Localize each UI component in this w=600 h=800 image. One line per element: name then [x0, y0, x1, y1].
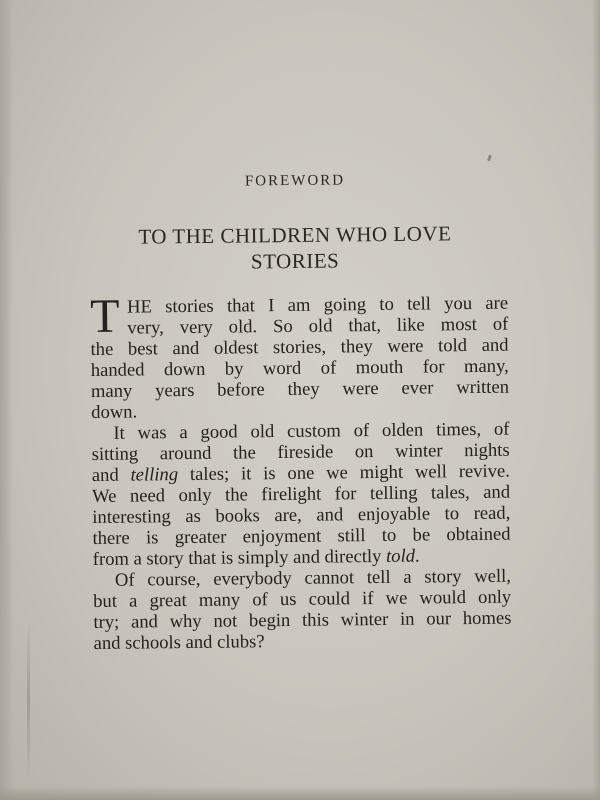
text-fragment: from a story that is simply and directly	[92, 545, 382, 570]
text-line: sitting around the fireside on winter nights	[91, 439, 510, 465]
page-crease	[27, 620, 30, 780]
text-line: We need only the firelight for telling tales, and	[91, 481, 511, 507]
paper-speck	[487, 155, 492, 162]
body-text	[89, 289, 512, 654]
text-line: very, very old. So old that, like most of	[127, 313, 509, 339]
page-edge-shadow	[592, 0, 600, 800]
text-line: HE stories that I am going to tell you are	[126, 292, 509, 318]
text-line: It was a good old custom of olden times, of	[113, 418, 510, 444]
emphasis-telling: telling	[130, 464, 179, 486]
page-bottom-shadow	[0, 786, 600, 800]
text-line: many years before they were ever written	[90, 376, 510, 402]
text-line: but a great many of us could if we would only	[93, 586, 512, 612]
text-fragment: tales; it is one we might well revive.	[189, 460, 510, 485]
text-line: handed down by word of mouth for many,	[90, 355, 509, 381]
text-fragment: and	[91, 464, 119, 486]
text-fragment: .	[414, 545, 420, 567]
chapter-title	[100, 220, 491, 276]
section-heading: FOREWORD	[244, 172, 346, 190]
text-line: try; and why not begin this winter in our homes	[93, 607, 512, 633]
text-line: down.	[91, 401, 138, 423]
text-line: there is greater enjoyment still to be obtained	[92, 523, 511, 549]
text-line: and schools and clubs?	[93, 631, 265, 654]
emphasis-told: told	[385, 545, 416, 567]
chapter-title-line-1: TO THE CHILDREN WHO LOVE	[138, 221, 452, 249]
chapter-title-line-2: STORIES	[250, 248, 340, 274]
text-line: interesting as books are, and enjoyable to read,	[92, 502, 511, 528]
drop-cap: T	[89, 289, 120, 343]
text-line: Of course, everybody cannot tell a story well,	[114, 565, 512, 591]
text-line: the best and oldest stories, they were told and	[90, 334, 509, 360]
